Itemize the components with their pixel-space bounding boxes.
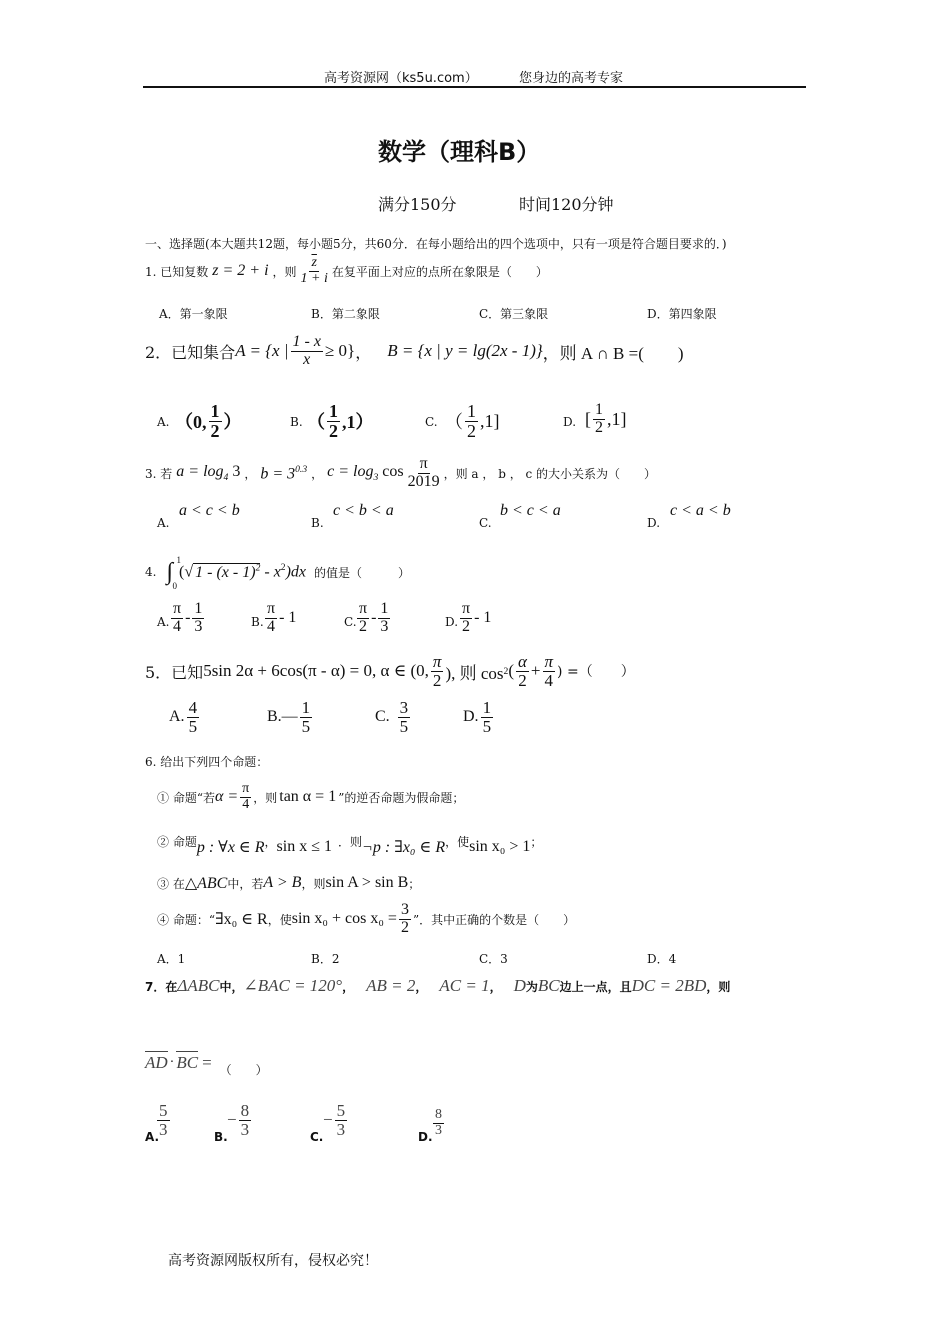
q6-p3f: sin A > sin B — [325, 874, 409, 891]
q2-option-c-label: C. — [425, 415, 438, 429]
q5-d-frac — [481, 699, 494, 736]
q5-c-den: 5 — [399, 716, 409, 736]
q6-p2d: sin x ≤ 1 — [276, 838, 332, 855]
q5-b-label: B.— — [267, 708, 298, 726]
q3-a-text: a = log — [176, 463, 224, 481]
q2-a-open: （0, — [175, 412, 207, 433]
q4-dx: )dx — [285, 563, 307, 581]
q6-p1-frac-num: π — [242, 780, 250, 796]
question-1 — [145, 256, 548, 286]
q4-b-frac-den: 4 — [267, 617, 276, 635]
q4-a-frac2 — [192, 601, 204, 636]
q2-denominator: x — [303, 350, 311, 368]
q3-c-frac — [406, 456, 442, 491]
q5-option-d — [463, 699, 495, 736]
q3-option-c-label: C. — [479, 516, 492, 530]
q1-option-b: B．第二象限 — [311, 307, 380, 321]
q4-expr — [179, 562, 306, 581]
q2-option-d — [585, 402, 627, 437]
q7-b-frac — [239, 1102, 252, 1139]
q4-c-minus: - — [371, 609, 377, 627]
q2-d-frac-den: 2 — [595, 418, 603, 436]
q2-prefix: 2．已知集合 — [145, 342, 236, 362]
q6-prop-3 — [157, 872, 420, 894]
q6-p2c: ， — [264, 834, 277, 849]
q2-a-frac — [209, 402, 222, 441]
q5-c-label: C. — [375, 708, 390, 726]
q6-p2e: ．则 — [338, 834, 363, 849]
q7-c-frac — [335, 1102, 348, 1139]
q4-c-frac2 — [378, 601, 390, 636]
q3-c-frac-den: 2019 — [407, 472, 440, 490]
q5-a-frac — [187, 699, 200, 736]
q5-c-num: 3 — [399, 698, 409, 717]
q4-lower: 0 — [172, 580, 177, 591]
q1-fraction — [299, 256, 330, 286]
q3-option-d: c < a < b — [670, 502, 731, 519]
q4-d-frac-num: π — [462, 600, 471, 617]
q5-frac-alpha-den: 2 — [518, 670, 527, 690]
q2-suffix: ，则 A ∩ B =( ) — [542, 343, 684, 363]
q2-d-frac-num: 1 — [595, 401, 603, 418]
score-label: 满分150分 — [378, 195, 457, 214]
q2-sep: ， — [355, 342, 372, 362]
q3-a — [176, 463, 240, 483]
q5-frac-pi2 — [431, 653, 444, 690]
q7-option-c-label: C. — [310, 1130, 324, 1144]
q5-d-num: 1 — [482, 698, 492, 717]
q6-p4e: ”．其中正确的个数是（ ） — [412, 912, 576, 927]
q7-t4: ， — [342, 979, 355, 994]
q4-suffix: 的值是（ ） — [314, 565, 411, 580]
q5-frac-pi2-num: π — [432, 651, 442, 671]
q6-p1-frac-den: 4 — [242, 796, 250, 812]
q5-c-frac — [398, 699, 411, 736]
q5-frac-alpha-num: α — [517, 651, 527, 671]
q3-option-a: a < c < b — [179, 502, 240, 519]
q7-c-den: 3 — [336, 1119, 346, 1139]
q2-set-a-end: ≥ 0} — [324, 341, 356, 361]
q2-option-b-label: B. — [290, 415, 303, 429]
header-rule — [143, 86, 806, 88]
q6-p2i: ； — [530, 834, 543, 849]
q6-p1d: tan α = 1 — [279, 788, 337, 805]
q5-prefix: 5．已知 — [145, 662, 204, 682]
q4-radicand-text: 1 - (x - 1) — [195, 563, 256, 581]
q3-c-base: 3 — [373, 472, 379, 484]
q7-prefix: 7．在 — [145, 979, 178, 994]
q4-prefix: 4. — [145, 565, 157, 579]
q7-t2: 中， — [219, 979, 244, 994]
q6-p4a: ④ 命题：“ — [157, 912, 215, 927]
q2-set-b: B = {x | y = lg(2x - 1)} — [387, 341, 543, 361]
q2-b-frac — [327, 402, 340, 441]
q5-expr: 5sin 2α + 6cos(π - α) = 0, α ∈ (0, — [203, 661, 429, 680]
question-4 — [145, 554, 410, 590]
q6-p1e: ”的逆否命题为假命题； — [338, 790, 465, 805]
q5-d-den: 5 — [482, 716, 492, 736]
q6-p3g: ； — [408, 876, 421, 891]
q1-denominator: 1 + i — [300, 270, 328, 286]
q2-c-close: ,1] — [480, 410, 500, 431]
question-6: 6. 给出下列四个命题： — [145, 755, 269, 769]
q7-t10: 为 — [525, 979, 538, 994]
q7-ac: AC = 1 — [439, 976, 490, 995]
q2-options — [157, 402, 817, 446]
q3-a-value: 3 — [228, 463, 241, 481]
q2-option-a — [175, 402, 242, 441]
q7-d-den: 3 — [435, 1122, 442, 1138]
q6-p2b: p : ∀x ∈ R — [196, 839, 265, 856]
q3-b — [260, 464, 307, 483]
q2-b-open: （ — [307, 412, 325, 433]
q7-bc: BC — [537, 976, 560, 995]
q2-numerator: 1 - x — [292, 333, 321, 350]
q7-vector-ad-text: AD — [145, 1052, 168, 1072]
q6-option-b: B．2 — [311, 952, 340, 966]
q7-option-d-label: D. — [418, 1130, 433, 1144]
q7-option-a-label: A. — [145, 1130, 160, 1144]
q4-c-frac1-num: π — [359, 600, 368, 617]
q5-paren: ( — [508, 661, 514, 680]
q5-b-frac — [300, 699, 313, 736]
q4-d-tail: - 1 — [474, 609, 492, 627]
q4-a-minus: - — [185, 609, 191, 627]
q5-plus: + — [530, 661, 541, 680]
q6-p4-frac — [399, 902, 411, 937]
question-2 — [145, 334, 684, 369]
q2-d-frac — [593, 402, 605, 437]
q7-option-b — [227, 1102, 253, 1139]
q2-option-d-label: D. — [563, 415, 577, 429]
q5-options — [169, 699, 569, 747]
q6-p4-frac-num: 3 — [400, 900, 409, 918]
q7-vector-ad — [145, 1053, 168, 1073]
q4-minus-x: - x — [260, 563, 281, 581]
q3-option-c: b < c < a — [500, 502, 561, 519]
q4-a-frac1-den: 4 — [173, 617, 182, 635]
q6-prop-1 — [157, 776, 464, 818]
time-label: 时间120分钟 — [519, 195, 614, 214]
q2-option-b — [307, 402, 374, 441]
q7-c-neg: − — [323, 1110, 333, 1130]
q3-prefix: 3. 若 — [145, 466, 173, 481]
q5-a-label: A. — [169, 708, 185, 726]
question-5 — [145, 648, 635, 694]
q4-c-frac2-den: 3 — [380, 617, 389, 635]
q4-c-frac2-num: 1 — [380, 600, 389, 617]
q4-options — [157, 601, 557, 645]
q7-dc: DC = 2BD — [631, 976, 707, 995]
q4-option-a-label: A. — [157, 615, 170, 629]
q7-t8: ， — [489, 979, 502, 994]
q2-d-open: [ — [585, 408, 591, 429]
q5-option-a — [169, 699, 201, 736]
footer-copyright: 高考资源网版权所有，侵权必究！ — [168, 1253, 378, 1269]
q7-triangle: ΔABC — [177, 976, 220, 995]
q6-option-a: A．1 — [157, 952, 186, 966]
q7-d: D — [513, 976, 526, 995]
q3-b-exp: 0.3 — [295, 463, 308, 475]
q7-blank: （ ） — [219, 1063, 268, 1077]
q6-prop-4 — [157, 898, 575, 940]
q4-a-frac1-num: π — [173, 600, 182, 617]
q2-a-frac-num: 1 — [210, 401, 220, 421]
q2-a-frac-den: 2 — [210, 420, 220, 441]
q5-frac-pi4 — [543, 653, 556, 690]
q1-option-c: C．第三象限 — [479, 307, 549, 321]
q4-radicand-exp: 2 — [255, 562, 261, 574]
q6-p1c: ，则 — [253, 790, 278, 805]
q5-b-num: 1 — [301, 698, 311, 717]
q7-d-num: 8 — [435, 1107, 442, 1122]
q6-p2g: ，使 — [445, 834, 470, 849]
question-7 — [145, 974, 730, 998]
q6-p3e: ，则 — [301, 876, 326, 891]
question-3: 3. 若 $a = \log_4 3$ ， $b = 3^{0.3}$ ， $c = \log_3 \cos$ $\frac{\pi}{2019}$ ，则 a ， b ， c 的大小关系为（ ） — [145, 455, 657, 490]
q7-vector-bc-text: BC — [176, 1052, 199, 1072]
q2-b-frac-den: 2 — [329, 420, 338, 441]
q5-d-label: D. — [463, 708, 479, 726]
q7-option-a — [155, 1102, 172, 1139]
q7-vector-ad-arrow — [145, 1051, 168, 1052]
q6-option-c: C．3 — [479, 952, 508, 966]
q4-integral-sign: ∫ — [166, 558, 174, 585]
q6-p3a: ③ 在 — [157, 876, 185, 891]
q4-radicand — [193, 563, 260, 581]
q4-c-frac1 — [357, 601, 369, 636]
q7-t14: ，则 — [706, 979, 731, 994]
q6-prop-2 — [157, 826, 542, 856]
q4-d-frac-den: 2 — [462, 617, 471, 635]
q5-end: ) =（ ） — [557, 664, 635, 680]
q6-p3b: △ABC — [184, 875, 228, 892]
q1-numerator: $\overline{z}$ — [311, 255, 317, 270]
q4-x-exp: 2 — [280, 562, 286, 574]
q1-mid: ，则 — [272, 264, 297, 279]
q5-a-den: 5 — [188, 716, 198, 736]
q4-option-a — [169, 601, 206, 636]
q3-a-base: 4 — [223, 472, 229, 484]
q1-option-a: A．第一象限 — [159, 307, 228, 321]
q2-set-a-start: A = {x | — [235, 341, 289, 361]
q4-integral — [166, 554, 181, 591]
q6-p2a: ② 命题 — [157, 834, 197, 849]
q5-mid: ), 则 cos — [445, 663, 504, 683]
q7-c-num: 5 — [336, 1101, 346, 1120]
q3-suffix: ，则 a ， b ， c 的大小关系为（ ） — [443, 466, 657, 481]
q4-option-d — [458, 601, 491, 636]
q5-frac-alpha — [516, 653, 529, 690]
q2-c-frac-num: 1 — [467, 401, 476, 421]
q6-p3c: 中，若 — [227, 876, 264, 891]
q6-p2h: sin x₀ > 1 — [469, 838, 531, 855]
q5-option-c — [375, 699, 412, 736]
q7-t12: 边上一点，且 — [559, 979, 632, 994]
q5-option-b — [267, 699, 314, 736]
q7-ab: AB = 2 — [366, 976, 416, 995]
q3-option-d-label: D. — [647, 516, 661, 530]
q7-option-d — [431, 1108, 446, 1138]
q1-suffix: 在复平面上对应的点所在象限是（ ） — [331, 264, 548, 279]
q3-option-a-label: A. — [157, 516, 170, 530]
q6-p4-frac-den: 2 — [400, 918, 409, 936]
q7-option-c — [323, 1102, 349, 1139]
q2-c-open: （ — [445, 412, 463, 433]
q2-b-frac-num: 1 — [329, 401, 338, 421]
q7-equals: = — [202, 1052, 212, 1072]
q5-a-num: 4 — [188, 698, 198, 717]
q4-a-frac2-den: 3 — [194, 617, 203, 635]
q4-option-d-label: D. — [445, 615, 459, 629]
q6-p1-frac — [240, 782, 251, 812]
q4-d-frac — [460, 601, 472, 636]
q7-options — [145, 1102, 465, 1152]
q6-option-d: D．4 — [647, 952, 677, 966]
q3-c-cos: cos — [378, 463, 404, 481]
q2-c-frac-den: 2 — [467, 420, 476, 441]
q6-p2f: ¬p : ∃x₀ ∈ R — [362, 839, 446, 856]
q3-c-text: c = log — [327, 463, 374, 481]
q2-option-a-label: A. — [157, 415, 170, 429]
q4-radical: √ — [184, 563, 194, 581]
q7-a-den: 3 — [159, 1119, 168, 1139]
q3-c-frac-num: π — [419, 455, 428, 472]
q2-option-c — [445, 402, 500, 441]
q3-option-b-label: B. — [311, 516, 324, 530]
q4-c-frac1-den: 2 — [359, 617, 368, 635]
page-title: 数学（理科B） — [378, 138, 541, 166]
q2-a-close: ） — [223, 412, 242, 433]
q4-option-b-label: B. — [251, 615, 264, 629]
q4-option-b — [263, 601, 296, 636]
q4-b-frac — [265, 601, 277, 636]
q3-option-b: c < b < a — [333, 502, 394, 519]
q5-cos-exp: 2 — [503, 665, 509, 677]
q6-p4c: ，使 — [267, 912, 292, 927]
q4-a-frac2-num: 1 — [194, 600, 203, 617]
q7-t6: ， — [415, 979, 428, 994]
q4-open: ( — [179, 563, 185, 581]
q7-a-num: 5 — [159, 1101, 168, 1120]
q6-p1a: ① 命题“若 — [157, 790, 215, 805]
header-right: 您身边的高考专家 — [519, 71, 624, 86]
q2-c-frac — [465, 402, 478, 441]
q2-fraction — [291, 334, 323, 369]
q1-prefix: 1. 已知复数 — [145, 264, 209, 279]
q7-vector-bc — [176, 1053, 198, 1073]
q7-vector-bc-arrow — [176, 1051, 198, 1052]
q4-b-frac-num: π — [267, 600, 276, 617]
q7-b-den: 3 — [240, 1119, 250, 1139]
q7-b-neg: − — [227, 1110, 237, 1130]
q7-angle: ∠BAC = 120° — [243, 976, 343, 995]
q7-d-frac — [433, 1108, 444, 1138]
q4-option-c — [355, 601, 392, 636]
q7-dot: · — [169, 1054, 175, 1070]
q4-a-frac1 — [171, 601, 183, 636]
q7-b-num: 8 — [240, 1101, 250, 1120]
q7-option-b-label: B. — [214, 1130, 228, 1144]
q6-p4b: ∃x₀ ∈ R — [214, 911, 268, 928]
q7-expression — [145, 1047, 268, 1078]
q6-p1b: α = — [214, 788, 239, 805]
q4-b-tail: - 1 — [279, 609, 297, 627]
q4-upper: 1 — [176, 554, 181, 565]
q1-option-d: D．第四象限 — [647, 307, 717, 321]
q5-b-den: 5 — [301, 716, 311, 736]
q3-b-text: b = 3 — [260, 464, 296, 482]
q5-frac-pi2-den: 2 — [432, 670, 442, 690]
q1-expr: z = 2 + i — [212, 262, 269, 280]
q2-d-close: ,1] — [607, 408, 627, 429]
q7-a-frac — [157, 1102, 170, 1139]
q4-option-c-label: C. — [344, 615, 357, 629]
header-left: 高考资源网（ks5u.com） — [324, 71, 478, 86]
q5-frac-pi4-num: π — [544, 651, 554, 671]
q6-p3d: A > B — [263, 874, 302, 891]
q2-b-close: ,1） — [342, 412, 374, 433]
q3-c — [327, 463, 403, 483]
section-heading: 一、选择题(本大题共12题，每小题5分，共60分．在每小题给出的四个选项中，只有一项是符合题目要求的．) — [145, 237, 727, 251]
q6-p4d: sin x₀ + cos x₀ = — [291, 910, 397, 927]
q5-frac-pi4-den: 4 — [544, 670, 554, 690]
